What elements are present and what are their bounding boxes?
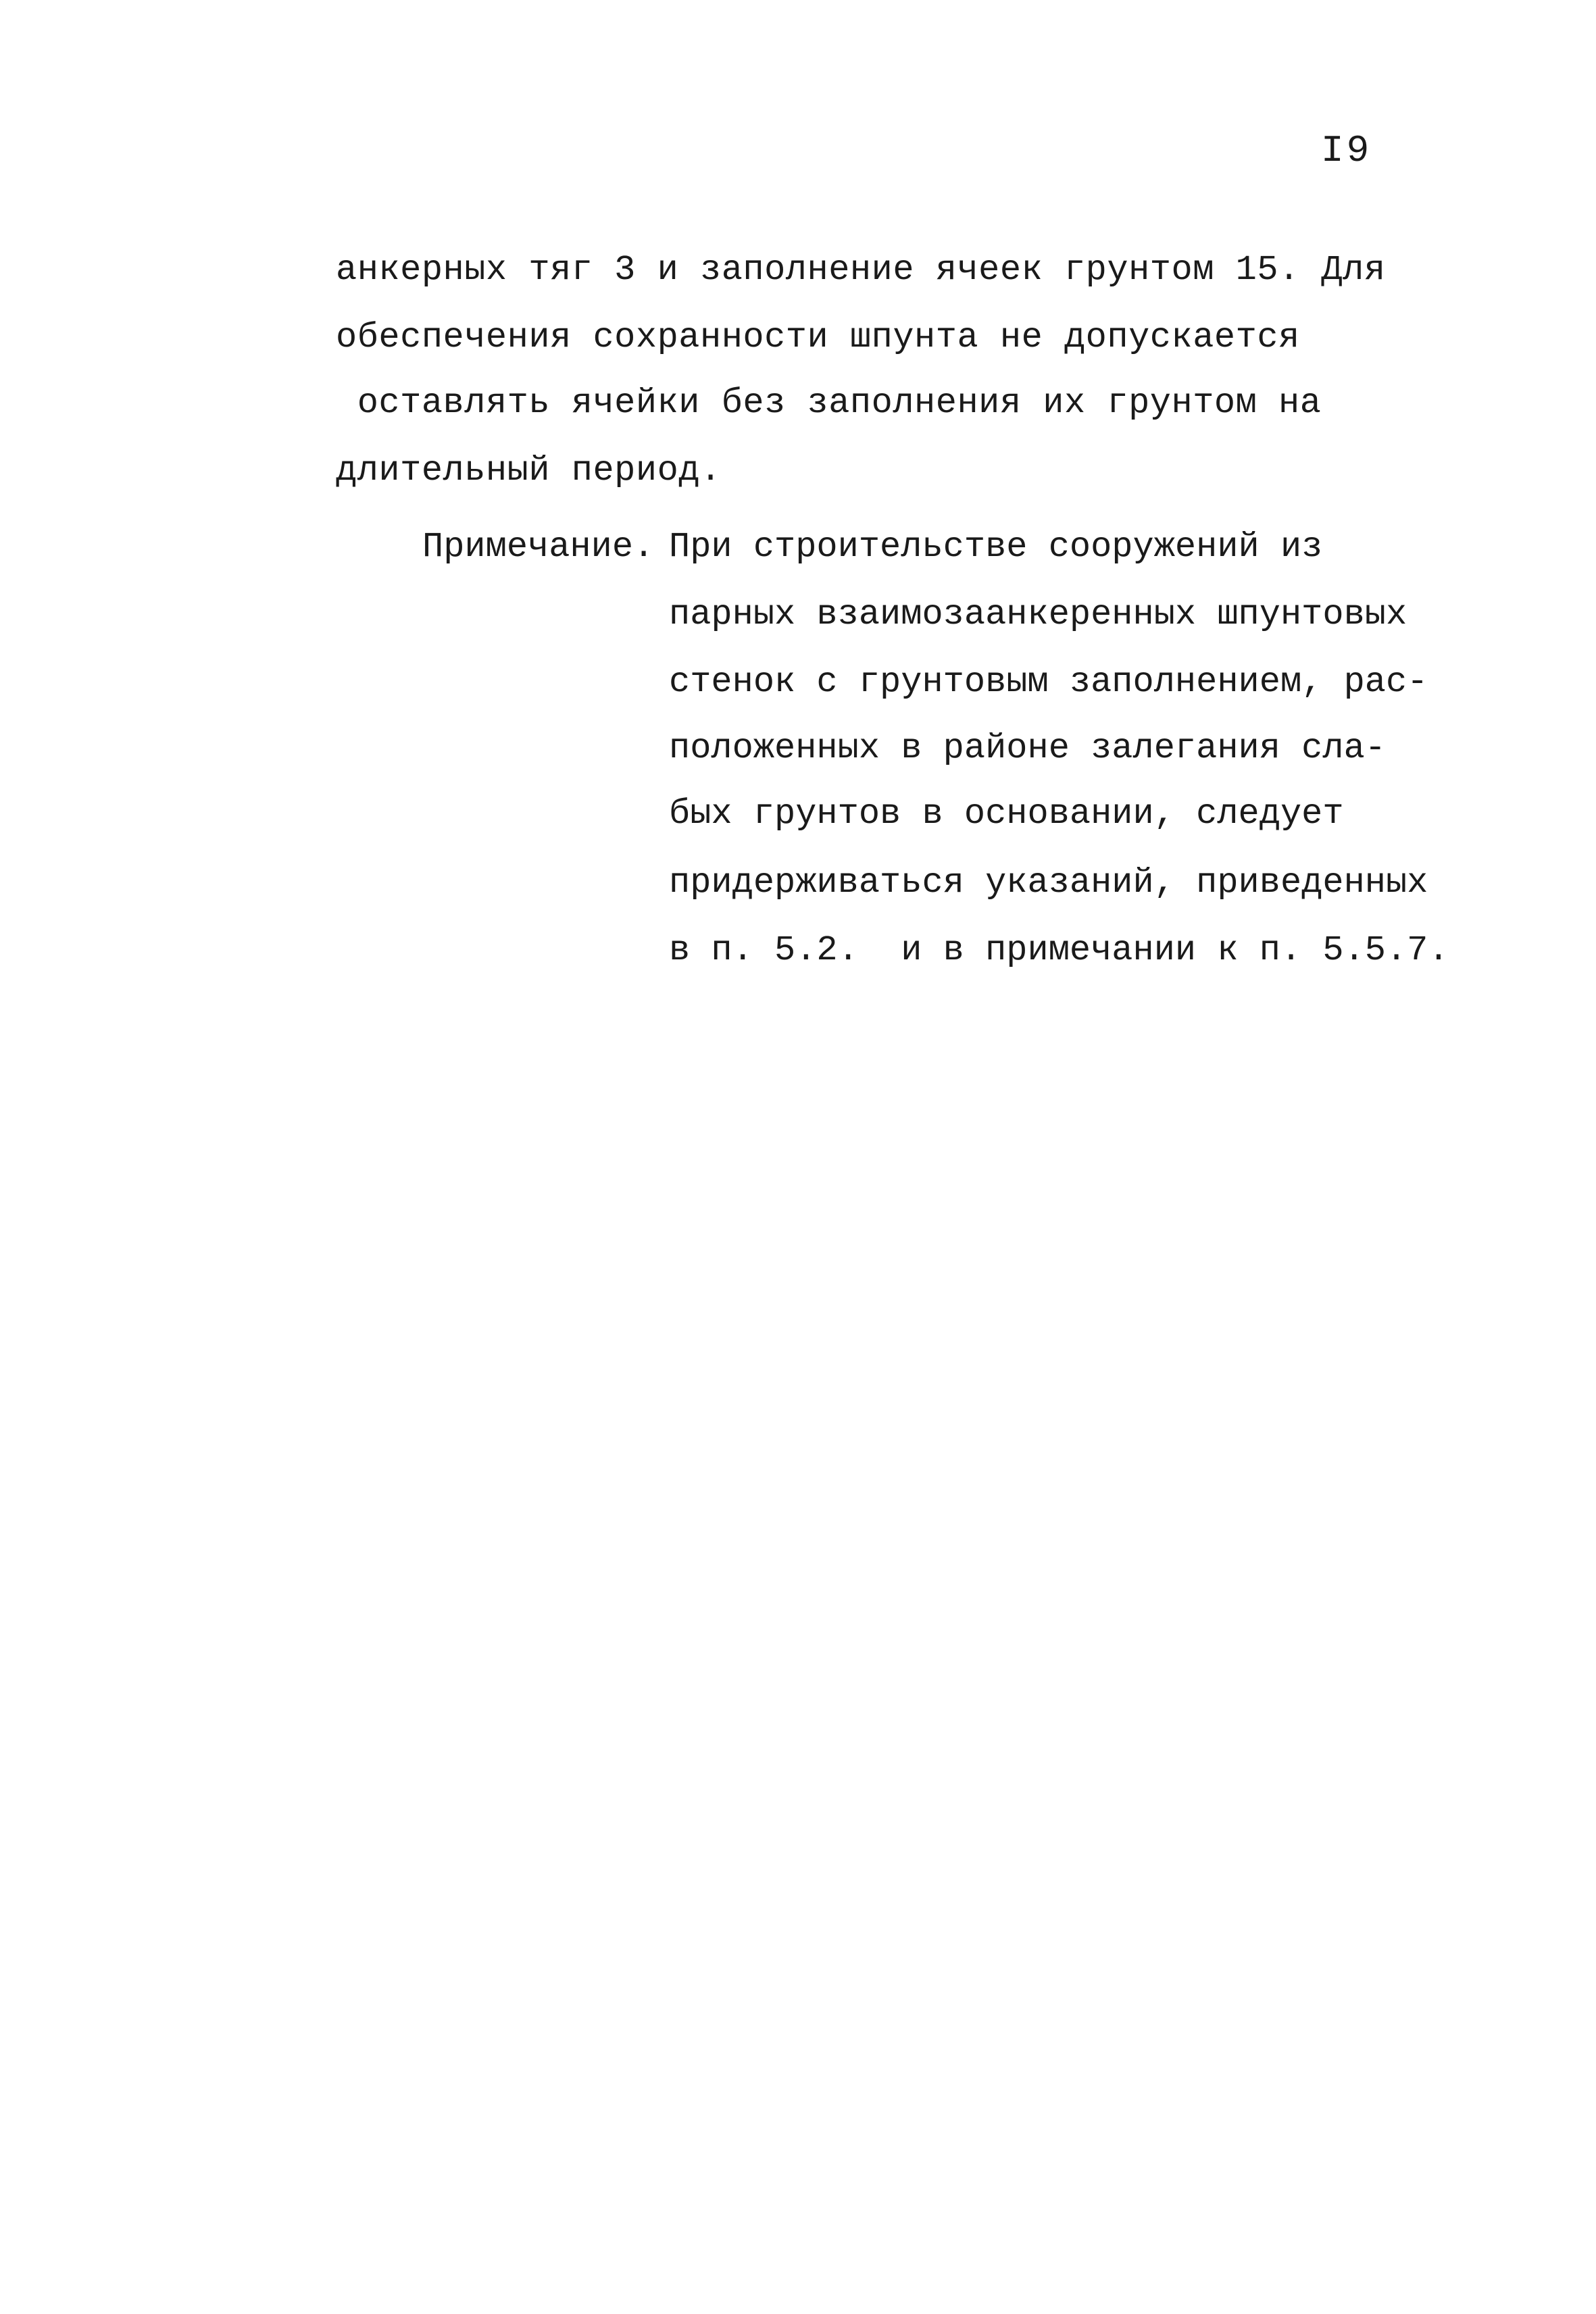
page-number: I9 — [1321, 129, 1372, 172]
note-line: придерживаться указаний, приведенных — [669, 863, 1428, 903]
note-line: парных взаимозаанкеренных шпунтовых — [669, 595, 1407, 634]
note-line: в п. 5.2. и в примечании к п. 5.5.7. — [669, 930, 1449, 970]
paragraph-line: длительный период. — [336, 451, 722, 491]
note-line: бых грунтов в основании, следует — [669, 794, 1344, 834]
note-line: При строительстве сооружений из — [669, 527, 1323, 567]
note-line: стенок с грунтовым заполнением, рас- — [669, 662, 1428, 702]
paragraph-line: оставлять ячейки без заполнения их грунтом на — [336, 383, 1322, 423]
paragraph-line: обеспечения сохранности шпунта не допускается — [336, 318, 1300, 357]
note-line: положенных в районе залегания сла- — [669, 728, 1386, 768]
note-label: Примечание. — [422, 527, 655, 567]
paragraph-line: анкерных тяг 3 и заполнение ячеек грунтом 15. Для — [336, 250, 1386, 290]
